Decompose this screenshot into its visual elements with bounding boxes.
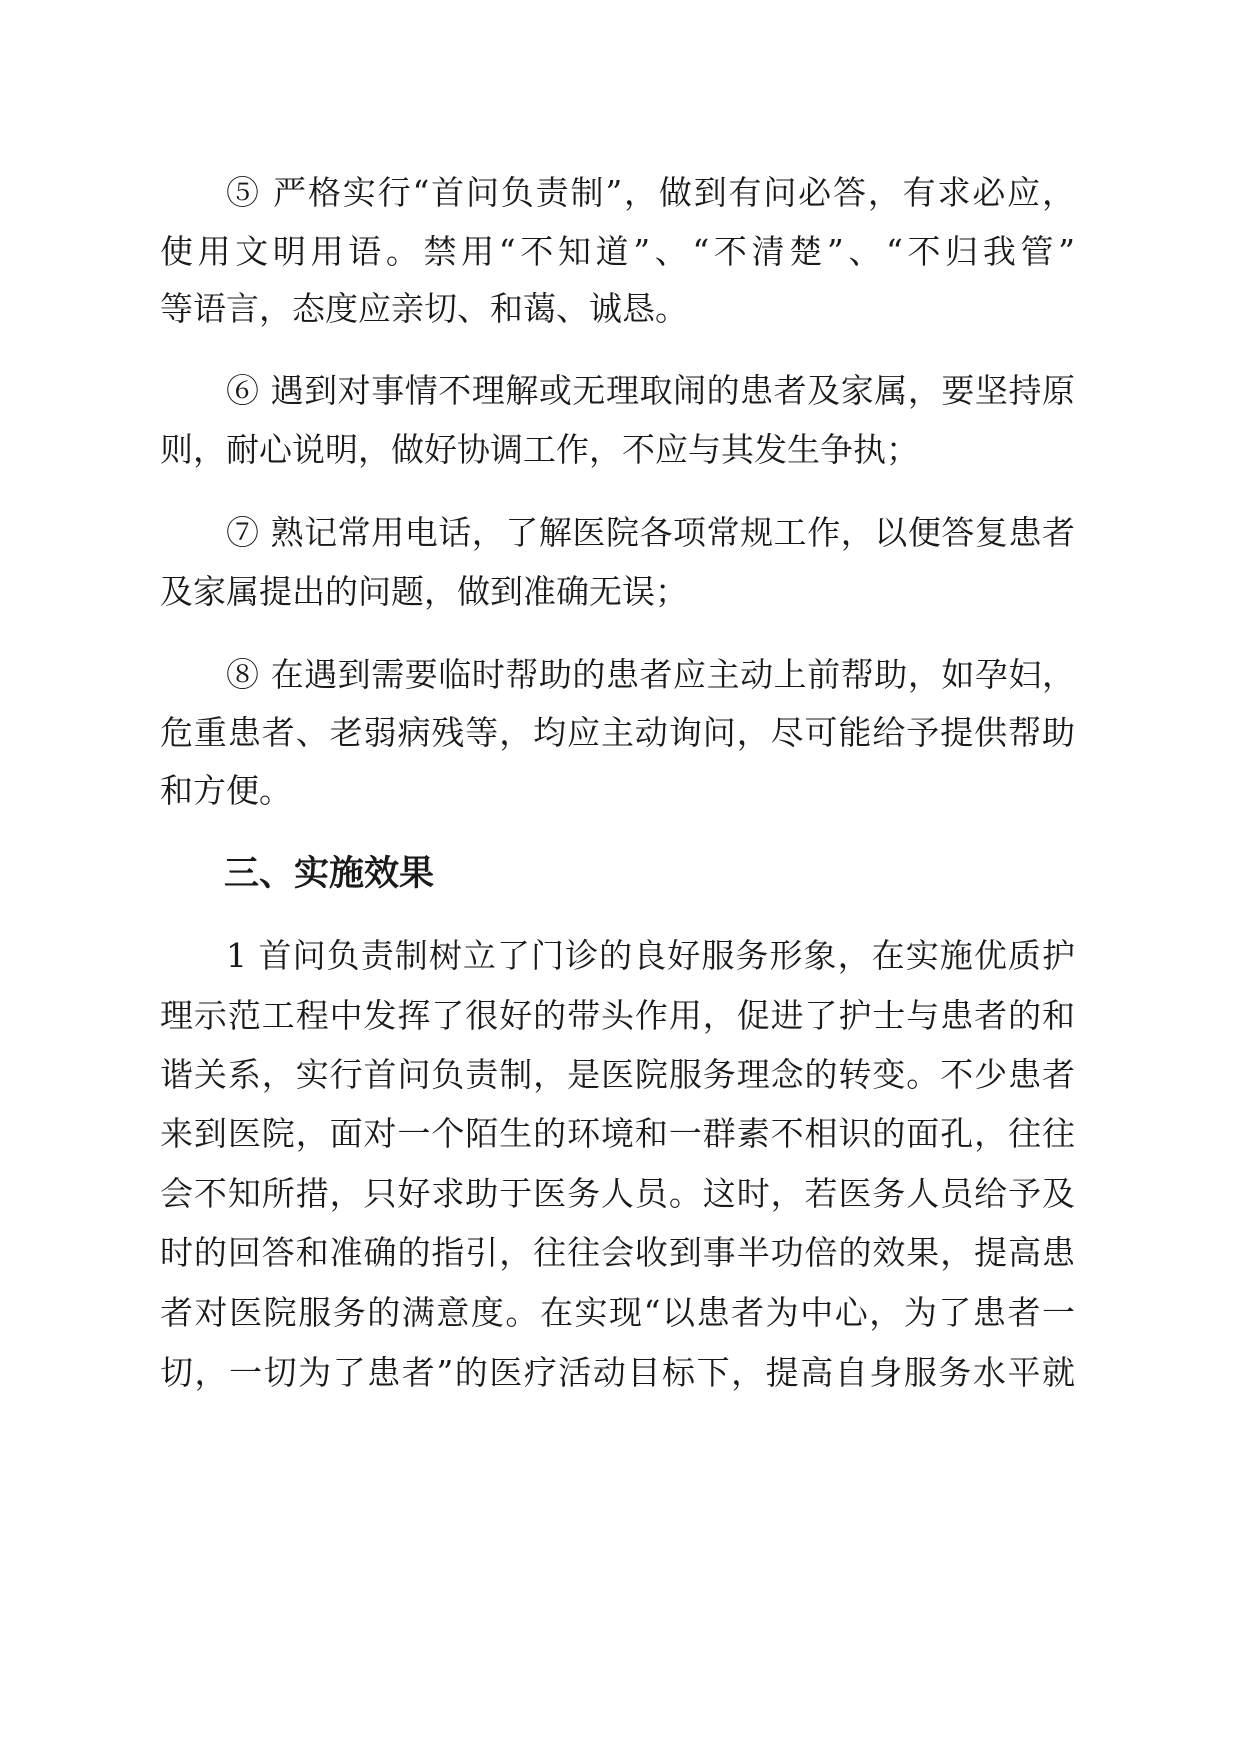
body-line-1: 1 首问负责制树立了门诊的良好服务形象，在实施优质护	[226, 936, 1075, 975]
body-line-3: 谐关系，实行首问负责制，是医院服务理念的转变。不少患者	[160, 1055, 1075, 1094]
item-6-line-2: 则，耐心说明，做好协调工作，不应与其发生争执；	[160, 430, 919, 469]
item-6-line-1: ⑥ 遇到对事情不理解或无理取闹的患者及家属，要坚持原	[226, 371, 1075, 410]
item-8-line-1: ⑧ 在遇到需要临时帮助的患者应主动上前帮助，如孕妇，	[226, 655, 1075, 694]
item-7-line-1: ⑦ 熟记常用电话，了解医院各项常规工作，以便答复患者	[226, 513, 1075, 552]
body-line-4: 来到医院，面对一个陌生的环境和一群素不相识的面孔，往往	[160, 1114, 1075, 1153]
item-8-line-3: 和方便。	[160, 771, 292, 810]
body-line-2: 理示范工程中发挥了很好的带头作用，促进了护士与患者的和	[160, 996, 1075, 1035]
item-7-line-2: 及家属提出的问题，做到准确无误；	[160, 572, 688, 611]
body-line-7: 者对医院服务的满意度。在实现“以患者为中心，为了患者一	[160, 1293, 1075, 1332]
item-5-line-3: 等语言，态度应亲切、和蔼、诚恳。	[160, 289, 688, 328]
item-5-line-1: ⑤ 严格实行“首问负责制”，做到有问必答，有求必应，	[226, 173, 1075, 212]
body-line-6: 时的回答和准确的指引，往往会收到事半功倍的效果，提高患	[160, 1233, 1075, 1272]
body-line-5: 会不知所措，只好求助于医务人员。这时，若医务人员给予及	[160, 1174, 1075, 1213]
item-5-line-2: 使用文明用语。禁用“不知道”、“不清楚”、“不归我管”	[160, 232, 1075, 271]
item-8-line-2: 危重患者、老弱病残等，均应主动询问，尽可能给予提供帮助	[160, 713, 1075, 752]
body-line-8: 切，一切为了患者”的医疗活动目标下，提高自身服务水平就	[160, 1353, 1075, 1392]
section-heading: 三、实施效果	[224, 854, 435, 894]
